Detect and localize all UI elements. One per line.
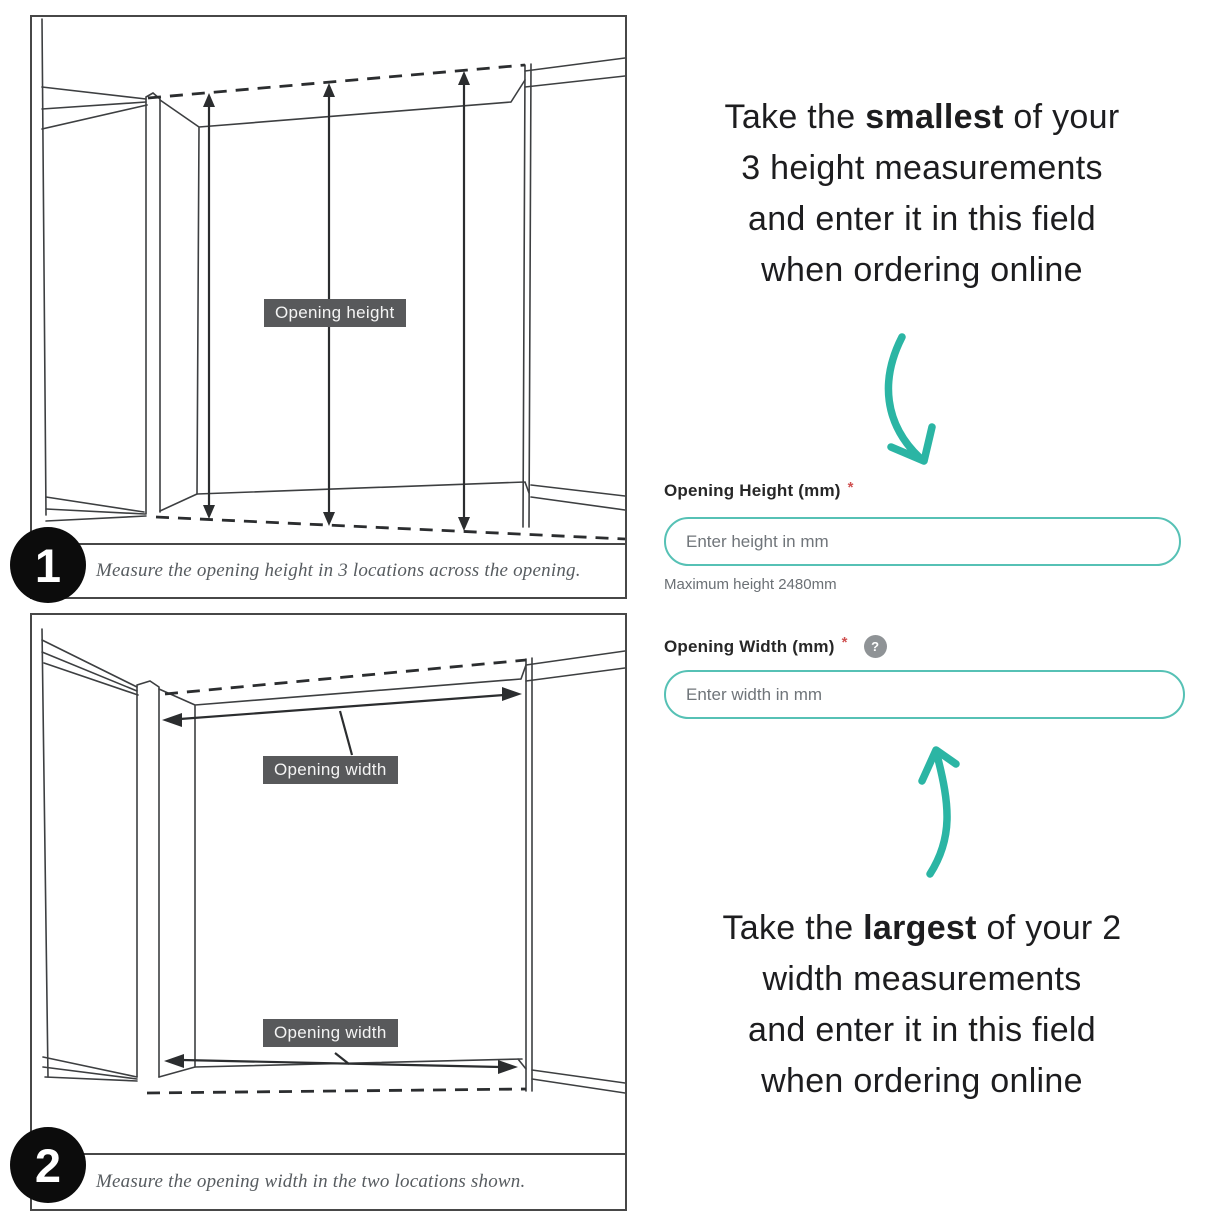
required-asterisk: * <box>841 634 848 651</box>
instruction-line: 3 height measurements <box>741 149 1103 187</box>
instruction-text-segment: of your 2 <box>976 909 1122 947</box>
alcove-height-drawing <box>32 17 625 543</box>
instruction-bold-word: largest <box>863 909 977 947</box>
diagram1-caption: Measure the opening height in 3 locations across the opening. <box>32 543 625 597</box>
opening-height-label-text: Opening Height (mm) <box>664 481 841 500</box>
diagram2-caption: Measure the opening width in the two locations shown. <box>32 1153 625 1209</box>
help-icon[interactable]: ? <box>864 635 887 658</box>
height-instruction-text <box>652 92 1192 296</box>
opening-width-top-tag: Opening width <box>263 756 398 784</box>
opening-width-bottom-tag: Opening width <box>263 1019 398 1047</box>
opening-width-label-text: Opening Width (mm) <box>664 636 835 656</box>
opening-height-tag: Opening height <box>264 299 406 327</box>
required-asterisk: * <box>847 478 854 496</box>
opening-height-label <box>664 478 854 501</box>
instruction-text-segment: Take the <box>724 98 866 136</box>
opening-height-input[interactable] <box>664 517 1181 566</box>
curved-arrow-up-icon <box>898 733 978 883</box>
height-measurement-diagram <box>30 15 627 599</box>
opening-width-input[interactable] <box>664 670 1185 719</box>
opening-width-label <box>664 635 887 658</box>
instruction-line: and enter it in this field <box>748 1011 1096 1049</box>
instruction-line: and enter it in this field <box>748 200 1096 238</box>
max-height-helper-text: Maximum height 2480mm <box>664 576 837 593</box>
instruction-text-segment: Take the <box>722 909 864 947</box>
instruction-line: when ordering online <box>761 1062 1083 1100</box>
step-2-badge: 2 <box>10 1127 86 1203</box>
width-instruction-text <box>652 903 1192 1107</box>
width-measure-arrows <box>162 687 522 1074</box>
instruction-line: when ordering online <box>761 251 1083 289</box>
curved-arrow-down-icon <box>858 328 958 473</box>
instruction-bold-word: smallest <box>865 98 1004 136</box>
alcove-width-drawing <box>32 615 625 1153</box>
step-1-badge: 1 <box>10 527 86 603</box>
width-measurement-diagram <box>30 613 627 1211</box>
instruction-text-segment: of your <box>1003 98 1120 136</box>
instruction-line: width measurements <box>762 960 1082 998</box>
